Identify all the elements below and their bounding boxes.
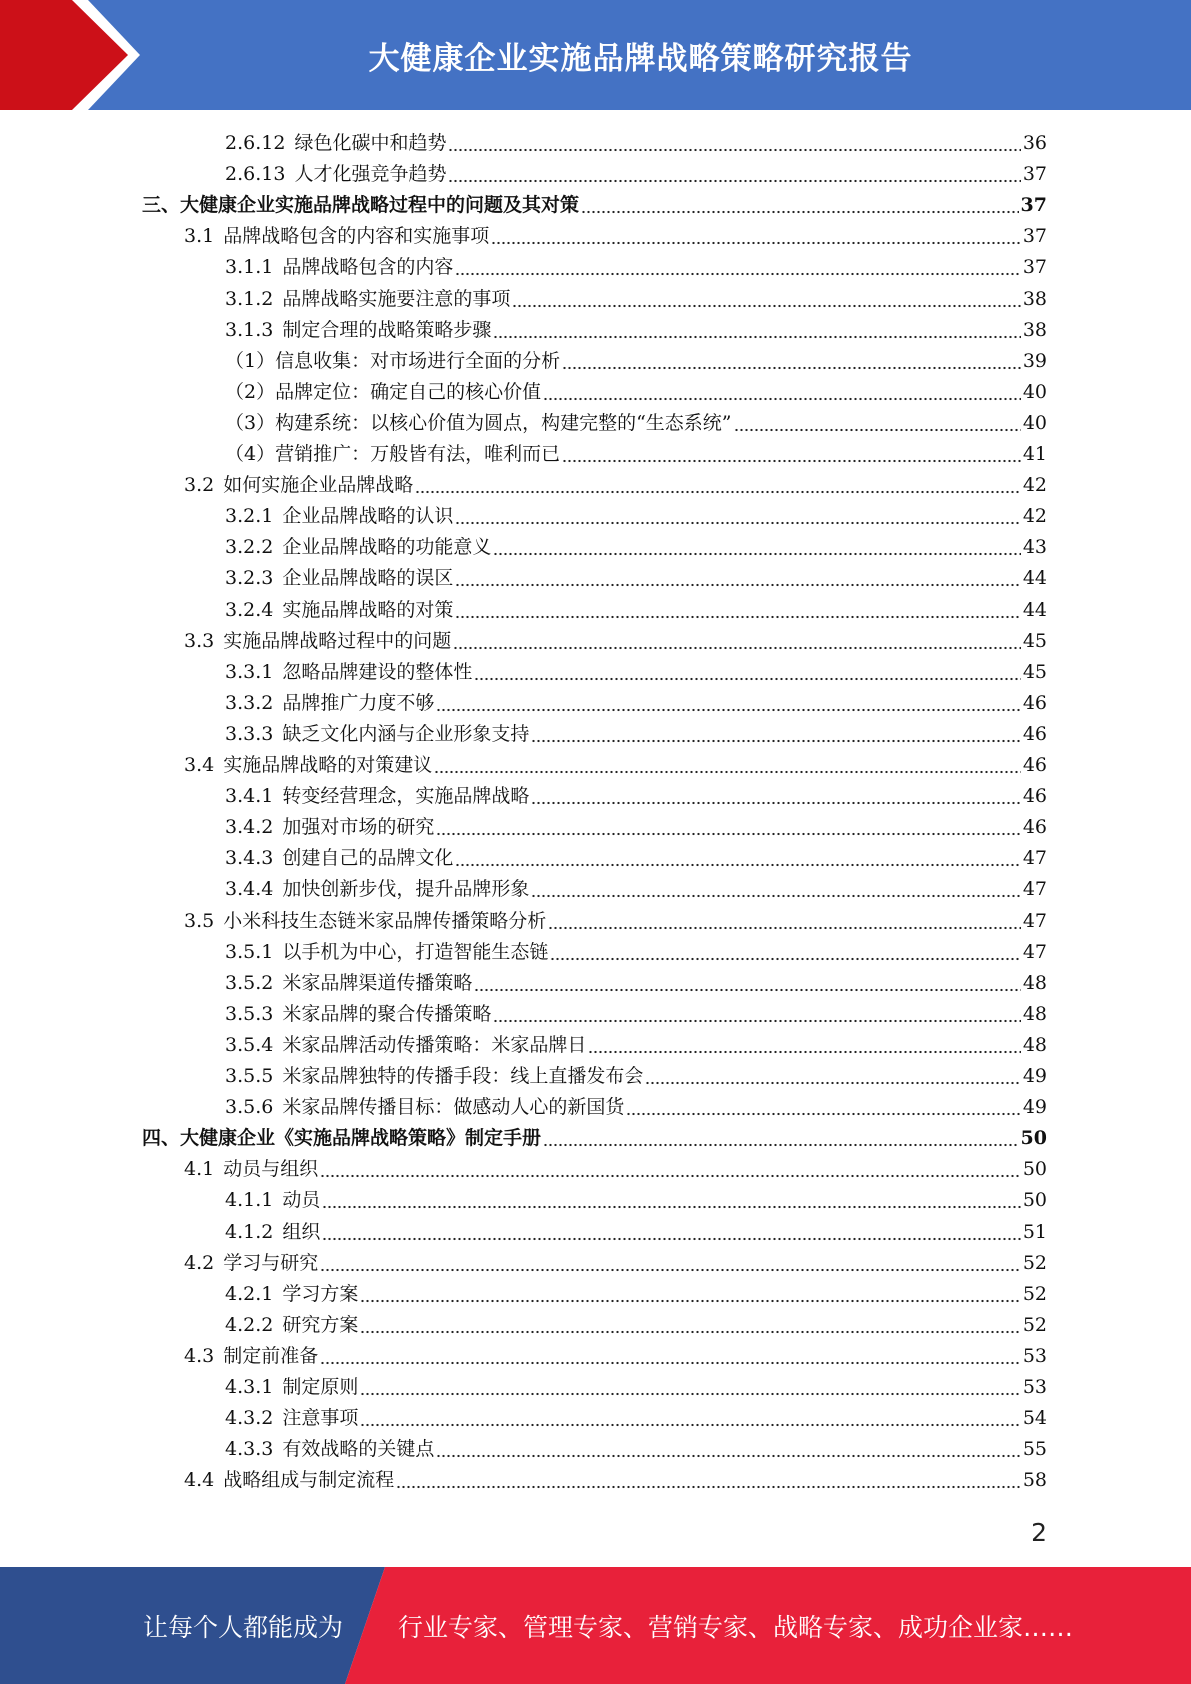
toc-entry-page: 50 (1022, 1158, 1047, 1181)
toc-entry-page: 43 (1022, 536, 1047, 559)
toc-entry-number: 3.4 (184, 754, 215, 776)
toc-entry-number: 3.2 (184, 474, 215, 497)
toc-entry[interactable] (225, 874, 1047, 905)
toc-entry-page: 52 (1022, 1251, 1047, 1274)
toc-entry-page: 42 (1022, 505, 1047, 528)
toc-entry-label (225, 377, 541, 408)
toc-entry-text: 米家品牌渠道传播策略 (282, 971, 473, 994)
toc-entry-label (225, 937, 548, 968)
toc-entry-page: 37 (1020, 194, 1047, 217)
toc-entry-label (184, 906, 546, 937)
toc-entry-text: 品牌战略实施要注意的事项 (282, 287, 511, 310)
toc-entry[interactable] (225, 1185, 1047, 1216)
toc-entry-page: 49 (1022, 1096, 1047, 1119)
toc-dot-leader (322, 1205, 1020, 1209)
toc-entry-number: 3.1.2 (225, 287, 274, 310)
toc-entry-text: 品牌推广力度不够 (282, 691, 435, 714)
toc-entry[interactable] (225, 688, 1047, 719)
toc-entry-text: 人才化强竞争趋势 (294, 163, 447, 186)
toc-entry[interactable] (225, 315, 1047, 346)
toc-entry-label (184, 1154, 318, 1185)
toc-entry-label (225, 1061, 643, 1092)
toc-entry-page: 38 (1022, 318, 1047, 341)
toc-entry-number: 2.6.13 (225, 163, 286, 186)
toc-dot-leader (360, 1392, 1020, 1396)
toc-dot-leader (588, 1050, 1020, 1054)
toc-dot-leader (455, 863, 1020, 867)
toc-entry-label (225, 315, 491, 346)
toc-entry-text: 转变经营理念，实施品牌战略 (282, 785, 530, 808)
toc-entry-label (225, 968, 472, 999)
toc-entry-page: 39 (1022, 349, 1047, 372)
toc-entry-label (225, 1403, 358, 1434)
toc-entry[interactable] (225, 1092, 1047, 1123)
toc-dot-leader (581, 210, 1019, 214)
toc-dot-leader (453, 646, 1021, 650)
toc-entry-label (225, 159, 446, 190)
toc-entry-page: 44 (1022, 598, 1047, 621)
toc-dot-leader (436, 832, 1020, 836)
toc-entry-label (225, 843, 453, 874)
toc-entry-page: 40 (1022, 411, 1047, 434)
toc-entry[interactable] (225, 377, 1047, 408)
toc-entry-label (225, 1310, 358, 1341)
toc-entry-number: 4.4 (184, 1469, 215, 1492)
toc-entry[interactable] (225, 843, 1047, 874)
toc-entry[interactable] (225, 563, 1047, 594)
toc-entry-text: 制定原则 (282, 1376, 359, 1398)
toc-entry-page: 47 (1022, 909, 1047, 932)
toc-entry-page: 49 (1022, 1065, 1047, 1087)
toc-entry-page: 36 (1022, 132, 1047, 154)
toc-entry-page: 37 (1022, 256, 1047, 279)
toc-entry-number: 3.5.5 (225, 1065, 274, 1087)
toc-dot-leader (360, 1330, 1020, 1334)
toc-dot-leader (360, 1423, 1020, 1427)
toc-entry[interactable] (184, 1248, 1047, 1279)
toc-dot-leader (531, 801, 1020, 805)
toc-dot-leader (320, 1174, 1021, 1178)
toc-entry-text: 有效战略的关键点 (282, 1438, 435, 1461)
toc-entry-label (225, 999, 491, 1030)
toc-entry[interactable] (225, 999, 1047, 1030)
toc-entry-number: 3.4.3 (225, 847, 274, 870)
toc-dot-leader (455, 521, 1020, 525)
toc-entry-text: 加强对市场的研究 (282, 816, 435, 839)
toc-entry-page: 55 (1022, 1438, 1047, 1461)
toc-entry-label (142, 1123, 541, 1154)
toc-entry-text: 企业品牌战略的功能意义 (282, 536, 492, 559)
toc-entry[interactable] (225, 937, 1047, 968)
toc-dot-leader (734, 428, 1021, 432)
toc-dot-leader (320, 1268, 1021, 1272)
toc-entry-text: 学习与研究 (223, 1251, 319, 1274)
toc-entry-page: 37 (1022, 225, 1047, 248)
toc-entry-label (225, 252, 453, 283)
toc-dot-leader (322, 1237, 1020, 1241)
toc-entry[interactable] (184, 470, 1047, 501)
toc-entry[interactable] (142, 190, 1047, 221)
toc-entry-number: 3.5 (184, 909, 215, 932)
toc-entry-number: 4.1 (184, 1158, 215, 1181)
toc-entry-text: 加快创新步伐，提升品牌形象 (282, 878, 530, 901)
page-footer (0, 1567, 1191, 1684)
toc-entry-page: 46 (1022, 691, 1047, 714)
toc-entry-number: 3.4.2 (225, 816, 274, 839)
toc-entry-number: 3.2.4 (225, 598, 274, 621)
toc-entry-label (225, 501, 453, 532)
toc-entry[interactable] (225, 1061, 1047, 1092)
toc-entry-number: 3.1.3 (225, 318, 274, 341)
toc-entry-text: 组织 (282, 1220, 321, 1243)
header-title: 大健康企业实施品牌战略策略研究报告 (368, 40, 913, 77)
toc-entry[interactable] (184, 1341, 1047, 1372)
toc-entry-number: 3.2.1 (225, 505, 274, 528)
toc-entry-text: 米家品牌活动传播策略：米家品牌日 (282, 1033, 587, 1056)
toc-entry-number: 4.3.3 (225, 1438, 274, 1461)
footer-slogan-right: 行业专家、管理专家、营销专家、战略专家、成功企业家…… (398, 1612, 1074, 1642)
toc-entry-number: 3.1.1 (225, 256, 274, 279)
toc-entry-page: 45 (1022, 660, 1047, 683)
toc-entry[interactable] (225, 1372, 1047, 1403)
toc-entry-number: 3.4.1 (225, 785, 274, 808)
toc-entry[interactable] (225, 284, 1047, 315)
toc-entry-page: 46 (1022, 722, 1047, 745)
toc-entry-text: 研究方案 (282, 1313, 359, 1336)
toc-entry-text: 动员 (282, 1189, 321, 1212)
toc-entry-number: 4.2.2 (225, 1313, 274, 1336)
toc-entry-label (225, 1185, 320, 1216)
toc-entry-text: 米家品牌传播目标：做感动人心的新国货 (282, 1096, 625, 1119)
header-arrow-decoration (0, 0, 160, 110)
toc-entry-number: 4.1.1 (225, 1189, 274, 1212)
toc-dot-leader (543, 397, 1021, 401)
toc-entry-label (225, 1434, 434, 1465)
toc-entry-label (184, 750, 432, 781)
toc-entry-label (225, 346, 560, 377)
toc-dot-leader (474, 677, 1020, 681)
footer-slogan-left: 让每个人都能成为 (143, 1612, 344, 1642)
toc-dot-leader (360, 1299, 1020, 1303)
toc-entry-label (184, 470, 413, 501)
toc-entry-label (225, 1279, 358, 1310)
page-header (0, 0, 1191, 110)
toc-dot-leader (531, 739, 1020, 743)
toc-entry-page: 47 (1022, 847, 1047, 870)
toc-entry[interactable] (225, 408, 1047, 439)
toc-entry-page: 44 (1022, 567, 1047, 590)
toc-entry-page: 58 (1022, 1469, 1047, 1492)
toc-entry-number: 3.2.2 (225, 536, 274, 559)
toc-dot-leader (562, 459, 1021, 463)
toc-entry-page: 52 (1022, 1313, 1047, 1336)
toc-dot-leader (436, 708, 1020, 712)
toc-entry-label (225, 1030, 586, 1061)
toc-entry-page: 53 (1022, 1344, 1047, 1367)
toc-dot-leader (493, 335, 1020, 339)
toc-entry-text: 四、大健康企业《实施品牌战略策略》制定手册 (142, 1127, 542, 1150)
toc-dot-leader (548, 926, 1021, 930)
toc-entry-text: 战略组成与制定流程 (223, 1469, 395, 1492)
toc-entry[interactable] (184, 1465, 1047, 1496)
toc-entry-label (225, 719, 529, 750)
toc-entry-text: 小米科技生态链米家品牌传播策略分析 (223, 909, 547, 932)
toc-entry-text: 品牌战略包含的内容和实施事项 (223, 225, 490, 248)
toc-entry-number: 3.2.3 (225, 567, 274, 590)
toc-entry-page: 46 (1022, 785, 1047, 808)
toc-entry-text: 忽略品牌建设的整体性 (282, 660, 473, 683)
toc-dot-leader (320, 1361, 1021, 1365)
toc-dot-leader (550, 957, 1020, 961)
toc-entry-number: 4.1.2 (225, 1220, 274, 1243)
toc-entry-label (225, 1372, 358, 1403)
toc-entry-text: 三、大健康企业实施品牌战略过程中的问题及其对策 (142, 194, 580, 217)
toc-entry-text: 实施品牌战略过程中的问题 (223, 629, 452, 652)
toc-entry-number: 3.5.6 (225, 1096, 274, 1119)
toc-entry-page: 46 (1022, 754, 1047, 776)
toc-dot-leader (645, 1081, 1020, 1085)
toc-dot-leader (396, 1485, 1021, 1489)
toc-entry-page: 54 (1022, 1407, 1047, 1430)
toc-entry-number: 4.2 (184, 1251, 215, 1274)
toc-entry-page: 48 (1022, 1033, 1047, 1056)
toc-entry[interactable] (225, 128, 1047, 159)
toc-entry-text: 如何实施企业品牌战略 (223, 474, 414, 497)
toc-entry-label (225, 439, 560, 470)
toc-entry-page: 41 (1022, 443, 1047, 465)
toc-entry-text: 注意事项 (282, 1407, 359, 1430)
toc-entry-page: 50 (1022, 1189, 1047, 1212)
toc-entry-label (184, 626, 451, 657)
toc-entry-text: 学习方案 (282, 1282, 359, 1305)
toc-dot-leader (455, 583, 1020, 587)
toc-entry-label (225, 408, 732, 439)
toc-entry[interactable] (225, 1030, 1047, 1061)
toc-entry-text: 缺乏文化内涵与企业形象支持 (282, 722, 530, 745)
toc-entry[interactable] (225, 812, 1047, 843)
toc-entry-page: 38 (1022, 287, 1047, 310)
toc-entry-number: 3.4.4 (225, 878, 274, 901)
toc-dot-leader (493, 552, 1020, 556)
toc-entry-number: 3.5.3 (225, 1002, 274, 1025)
toc-entry-text: 实施品牌战略的对策建议 (223, 754, 433, 776)
toc-entry[interactable] (225, 532, 1047, 563)
toc-entry[interactable] (184, 1154, 1047, 1185)
toc-entry-page: 53 (1022, 1376, 1047, 1398)
toc-dot-leader (491, 241, 1021, 245)
toc-entry-number: 3.5.4 (225, 1033, 274, 1056)
toc-entry-label (225, 812, 434, 843)
toc-entry-text: （1）信息收集：对市场进行全面的分析 (225, 349, 561, 372)
toc-entry-number: 3.3.2 (225, 691, 274, 714)
toc-entry-label (225, 657, 472, 688)
toc-entry-label (225, 595, 453, 626)
toc-dot-leader (436, 1454, 1020, 1458)
toc-dot-leader (448, 179, 1020, 183)
toc-entry-number: 3.1 (184, 225, 215, 248)
toc-entry-text: （2）品牌定位：确定自己的核心价值 (225, 380, 542, 403)
toc-dot-leader (455, 615, 1020, 619)
toc-entry-page: 50 (1020, 1127, 1047, 1150)
toc-dot-leader (626, 1112, 1020, 1116)
toc-entry-text: 米家品牌独特的传播手段：线上直播发布会 (282, 1065, 644, 1087)
toc-entry-label (225, 874, 529, 905)
toc-dot-leader (434, 770, 1021, 774)
toc-entry-number: 3.3.1 (225, 660, 274, 683)
toc-entry-text: 制定合理的战略策略步骤 (282, 318, 492, 341)
toc-entry[interactable] (225, 501, 1047, 532)
toc-entry-text: 以手机为中心，打造智能生态链 (282, 940, 549, 963)
toc-entry-page: 52 (1022, 1282, 1047, 1305)
toc-entry[interactable] (184, 221, 1047, 252)
toc-dot-leader (474, 988, 1020, 992)
toc-entry-number: 4.3.1 (225, 1376, 274, 1398)
toc-entry-label (225, 532, 491, 563)
toc-entry-label (184, 221, 489, 252)
toc-entry-text: 企业品牌战略的认识 (282, 505, 454, 528)
toc-entry-text: 制定前准备 (223, 1344, 319, 1367)
toc-entry-label (184, 1248, 318, 1279)
toc-entry-number: 3.5.2 (225, 971, 274, 994)
page-number: 2 (1031, 1518, 1047, 1547)
toc-entry[interactable] (184, 906, 1047, 937)
toc-entry-number: 4.3 (184, 1344, 215, 1367)
toc-entry-label (225, 128, 446, 159)
toc-entry[interactable] (225, 1279, 1047, 1310)
toc-dot-leader (543, 1143, 1019, 1147)
toc-entry-text: 企业品牌战略的误区 (282, 567, 454, 590)
toc-entry-text: 品牌战略包含的内容 (282, 256, 454, 279)
toc-entry-page: 37 (1022, 163, 1047, 186)
toc-entry-text: 绿色化碳中和趋势 (294, 132, 447, 154)
toc-entry[interactable] (225, 657, 1047, 688)
toc-entry-label (225, 284, 510, 315)
toc-dot-leader (512, 304, 1020, 308)
toc-entry[interactable] (225, 439, 1047, 470)
toc-entry-text: （3）构建系统：以核心价值为圆点，构建完整的“生态系统” (225, 411, 732, 434)
toc-entry[interactable] (225, 1403, 1047, 1434)
toc-entry[interactable] (225, 968, 1047, 999)
toc-entry[interactable] (225, 346, 1047, 377)
toc-entry-text: 动员与组织 (223, 1158, 319, 1181)
toc-entry-number: 3.3 (184, 629, 215, 652)
toc-entry-label (225, 781, 529, 812)
toc-entry-page: 47 (1022, 878, 1047, 901)
toc-entry-number: 3.5.1 (225, 940, 274, 963)
toc-entry-page: 47 (1022, 940, 1047, 963)
toc-dot-leader (562, 366, 1021, 370)
toc-entry-page: 51 (1022, 1220, 1047, 1243)
toc-entry-page: 45 (1022, 629, 1047, 652)
toc-entry[interactable] (225, 1217, 1047, 1248)
toc-entry-text: （4）营销推广：万般皆有法，唯利而已 (225, 443, 561, 465)
toc-dot-leader (455, 272, 1020, 276)
toc-entry[interactable] (225, 159, 1047, 190)
toc-entry-label (142, 190, 579, 221)
toc-entry-label (225, 688, 434, 719)
toc-entry-number: 2.6.12 (225, 132, 286, 154)
toc-entry-number: 4.3.2 (225, 1407, 274, 1430)
toc-entry-page: 40 (1022, 380, 1047, 403)
toc-entry-text: 实施品牌战略的对策 (282, 598, 454, 621)
toc-entry[interactable] (184, 626, 1047, 657)
toc-entry[interactable] (142, 1123, 1047, 1154)
toc-entry[interactable] (225, 252, 1047, 283)
toc-dot-leader (415, 490, 1021, 494)
toc-entry-page: 46 (1022, 816, 1047, 839)
toc-dot-leader (448, 148, 1020, 152)
toc-entry[interactable] (184, 750, 1047, 781)
toc-entry[interactable] (225, 719, 1047, 750)
toc-entry[interactable] (225, 781, 1047, 812)
toc-entry-label (225, 563, 453, 594)
toc-entry-number: 4.2.1 (225, 1282, 274, 1305)
toc-entry-label (184, 1465, 394, 1496)
toc-entry-text: 创建自己的品牌文化 (282, 847, 454, 870)
toc-entry-page: 48 (1022, 1002, 1047, 1025)
toc-entry-number: 3.3.3 (225, 722, 274, 745)
toc-entry[interactable] (225, 595, 1047, 626)
toc-entry-page: 48 (1022, 971, 1047, 994)
toc-entry-text: 米家品牌的聚合传播策略 (282, 1002, 492, 1025)
toc-dot-leader (531, 894, 1020, 898)
toc-entry-page: 42 (1022, 474, 1047, 497)
toc-entry-label (225, 1092, 624, 1123)
toc-entry[interactable] (225, 1310, 1047, 1341)
toc-entry[interactable] (225, 1434, 1047, 1465)
toc-entry-label (184, 1341, 318, 1372)
toc-entry-label (225, 1217, 320, 1248)
toc-dot-leader (493, 1019, 1020, 1023)
